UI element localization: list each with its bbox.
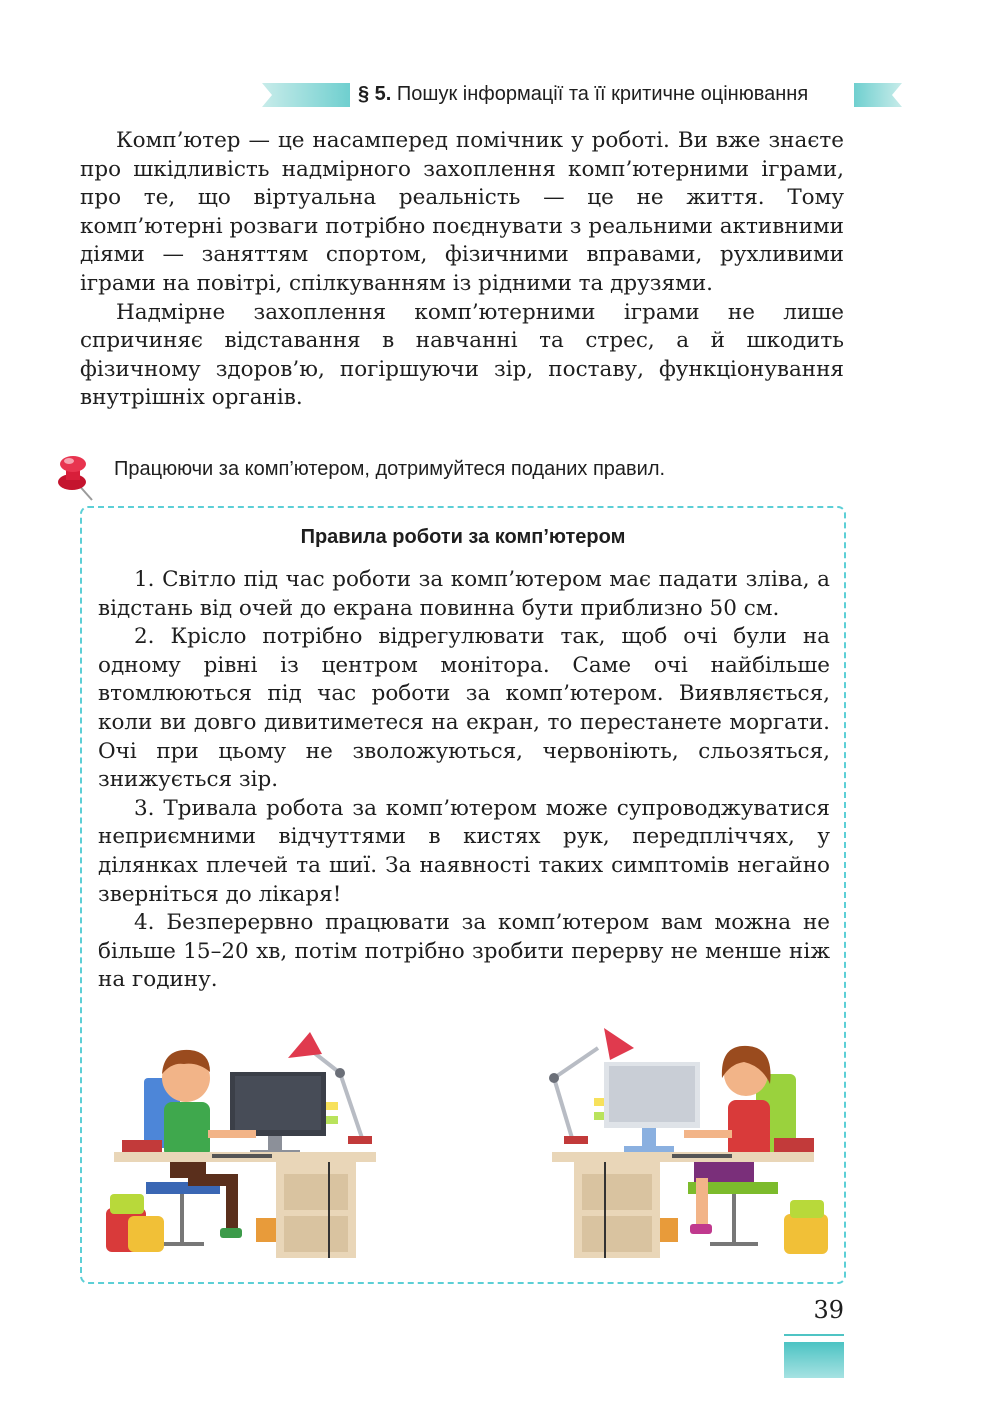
footer-decoration [784,1342,844,1378]
rule-item: 4. Безперервно працювати за комп’ютером вам можна не більше 15–20 хв, потім потрібно зробити перерву не менше ніж на годину. [98,910,830,993]
paragraph-1: Комп’ютер — це насамперед помічник у роботі. Ви вже знаєте про шкідливість надмірного захоплення комп’ютерними іграми, про те, що віртуальна реальність — це не життя. Тому комп’ютерні розваги потрібно поєднувати з реальними активними діями — заняттям спортом, фізичними вправами, рухливими іграми на повітрі, спілкуванням із рідними та друзями. [80,128,844,296]
rule-item: 2. Крісло потрібно відрегулювати так, щоб очі були на одному рівні із центром монітора. Саме очі найбільше втомлюються під час роботи за комп’ютером. Виявляється, коли ви довго дивитиметеся на екран, то перестанете моргати. Очі при цьому не зволожуються, червоніють, сльозяться, знижується зір. [98,624,830,793]
rule-item: 3. Тривала робота за комп’ютером може супроводжуватися неприємними відчуттями в кистях рук, передпліччях, у ділянках плечей та шиї. За наявності таких симптомів негайно зверніться до лікаря! [98,795,830,907]
rules-list [98,566,830,995]
rules-box-title: Правила роботи за комп’ютером [300,526,626,548]
footer-divider [784,1334,844,1336]
body-text [80,127,844,413]
header-decoration-left [262,83,350,107]
page-number: 39 [813,1296,844,1324]
boy-at-computer-illustration [100,1018,390,1266]
girl-at-computer-illustration [544,1018,834,1266]
header-title [358,83,808,106]
section-title: Пошук інформації та її критичне оцінювання [396,83,809,105]
section-number: § 5. [358,83,392,105]
pushpin-icon [54,452,98,502]
running-header [262,80,902,112]
header-decoration-right [854,83,902,107]
rule-item: 1. Світло під час роботи за комп’ютером має падати зліва, а відстань від очей до екрана повинна бути приблизно 50 см. [98,567,830,621]
paragraph-2: Надмірне захоплення комп’ютерними іграми не лише спричиняє відставання в навчанні та стрес, а й шкодить фізичному здоров’ю, погіршуючи зір, поставу, функціонування внутрішніх органів. [80,299,844,411]
rules-intro-note: Працюючи за комп’ютером, дотримуйтеся поданих правил. [114,458,666,480]
